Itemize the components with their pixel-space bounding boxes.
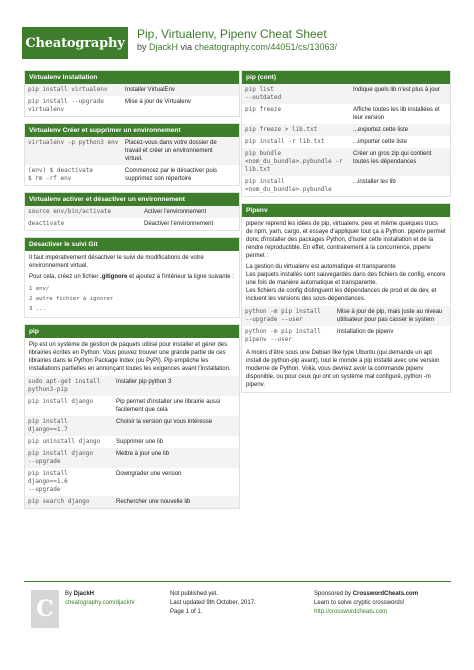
description-cell — [113, 416, 239, 436]
command-line: pip freeze — [245, 106, 282, 113]
left-column — [24, 70, 240, 515]
command-line: source env/bin/activate — [28, 208, 112, 215]
page-title: Pip, Virtualenv, Pipenv Cheat Sheet — [137, 27, 327, 41]
description-cell — [350, 136, 450, 148]
description-line: Créer un gros zip qui contient — [353, 151, 432, 157]
description-cell — [122, 137, 239, 165]
description-line: facilement que cela — [116, 407, 168, 413]
description-cell — [350, 124, 450, 136]
section-title: Pipenv — [242, 204, 450, 217]
description-cell — [113, 396, 239, 416]
description-cell — [334, 326, 450, 346]
pipenv-feature-list — [242, 263, 450, 306]
author-profile-link[interactable]: cheatography.com/djackh/ — [65, 600, 135, 606]
command-line: python -m pip install — [245, 308, 321, 315]
author-avatar — [31, 590, 59, 628]
description-line: travail et créer un environnement — [125, 148, 213, 154]
command-cell — [25, 84, 122, 96]
description-line: toutes les dépendances — [353, 159, 417, 165]
command-cell — [25, 165, 122, 185]
sponsor-name: CrosswordCheats.com — [352, 591, 419, 597]
command-table — [242, 84, 450, 196]
section-virtualenv-activate — [24, 192, 240, 231]
command-cell — [242, 326, 334, 346]
command-table — [25, 137, 239, 185]
description-line: Mise à jour de Virtualenv — [125, 99, 191, 105]
code-line: 1 env/ — [29, 286, 50, 292]
gitignore-filename: .gitignore — [100, 274, 128, 280]
table-row — [242, 148, 450, 176]
section-virtualenv-create — [24, 123, 240, 186]
section-title: pip (cont) — [242, 71, 450, 84]
section-pip-cont — [241, 70, 451, 197]
table-row — [242, 84, 450, 104]
table-row — [242, 124, 450, 136]
list-item: Les paquets installés sont sauvegardés dans des fichiers de config, encore une fois de manière automatique et transparente. — [246, 272, 446, 286]
description-line: Indique quels lib n'est plus à jour — [353, 87, 440, 93]
command-cell — [25, 468, 113, 496]
table-row — [242, 136, 450, 148]
description-cell — [113, 436, 239, 448]
command-line: $ rm -rf env — [28, 175, 72, 182]
author-name: DjackH — [73, 591, 95, 597]
footer-sponsor — [314, 590, 418, 617]
table-row — [242, 306, 450, 326]
command-line: virtualenv -p python3 env — [28, 139, 119, 146]
gitignore-code — [25, 284, 239, 317]
sponsor-text: Learn to solve cryptic crosswords! — [314, 600, 405, 606]
list-item: La gestion du virtualenv est automatique et transparente — [246, 264, 396, 270]
command-line: pip install django — [28, 450, 94, 457]
command-line: pip freeze > lib.txt — [245, 126, 318, 133]
right-column — [241, 70, 451, 399]
section-virtualenv-installation — [24, 70, 240, 117]
command-line: pip install django==1.6 — [28, 470, 68, 485]
command-line: --upgrade --user — [245, 316, 303, 323]
command-line: --upgrade — [28, 486, 61, 493]
table-row — [25, 137, 239, 165]
command-line: pip uninstall django — [28, 438, 101, 445]
command-cell — [25, 376, 113, 396]
section-title: pip — [25, 325, 239, 338]
text-span: et ajoutez à l'intérieur la ligne suivante : — [127, 274, 234, 280]
description-cell — [350, 84, 450, 104]
pip-intro: Pip est un système de gestion de paquets utilisé pour installer et gérer des librairies écrites en Python. Vous pouvez trouver une grande partie de ces librairies dans le Python Package Index (ou PyPI). Pip empêche les installations partielles en annonçant toutes les exigences avant l'installation. — [29, 342, 231, 372]
command-line: pip install — [245, 178, 285, 185]
footer-author — [65, 590, 135, 608]
table-row — [25, 496, 239, 508]
section-title: Virtualenv activer et désactiver un environnement — [25, 193, 239, 206]
description-cell — [113, 376, 239, 396]
last-updated: Last updated 9th October, 2017. — [170, 600, 256, 606]
table-row — [242, 326, 450, 346]
description-line: supprimez son répertoire — [125, 176, 192, 182]
command-cell — [25, 448, 113, 468]
cheatography-logo[interactable]: Cheatography — [22, 27, 128, 59]
command-cell — [25, 496, 113, 508]
sponsor-link[interactable]: http://crosswordcheats.com — [314, 609, 388, 615]
command-line: pip search django — [28, 498, 90, 505]
footer-author-line — [65, 599, 135, 608]
command-table — [25, 84, 239, 116]
section-pipenv — [241, 203, 451, 393]
description-line: Mettre à jour une lib — [116, 451, 170, 457]
description-line: Placez-vous dans votre dossier de — [125, 140, 217, 146]
pipenv-intro: pipenv reprend les idées de pip, virtualenv, pew et même quelques trucs de npm, yarn, cargo, et essaye d'appliquer tout ça à Python. pipenv permet donc d'installer des packages Python, d'isoler cette installation et de la rendre reproductible. En effet, contrairement à la concurrence, pipenv permet : — [246, 221, 446, 259]
description-cell — [350, 176, 450, 196]
command-line: pip install django==1.7 — [28, 418, 68, 433]
command-cell — [25, 96, 122, 116]
description-line: Pip permet d'installer une librairie aussi — [116, 399, 221, 405]
description-line: Supprimer une lib — [116, 439, 164, 445]
description-cell — [350, 104, 450, 124]
command-cell — [242, 176, 350, 196]
footer-sponsor-line — [314, 590, 418, 599]
command-table — [25, 376, 239, 508]
section-title: Désactiver le suivi Git — [25, 238, 239, 251]
code-line: 3 ... — [29, 306, 46, 312]
description-cell — [334, 306, 450, 326]
command-cell — [25, 206, 141, 218]
byline — [137, 42, 337, 52]
description-cell — [141, 206, 239, 218]
command-line: --outdated — [245, 94, 282, 101]
command-line: pip install -r lib.txt — [245, 138, 325, 145]
command-line: deactivate — [28, 220, 65, 227]
table-row — [242, 176, 450, 196]
command-line: pipenv --user — [245, 336, 292, 343]
avatar-letter: C — [36, 596, 54, 622]
description-line: virtuel. — [125, 156, 143, 162]
table-row — [25, 448, 239, 468]
description-line: ...installer les lib — [353, 179, 396, 185]
git-paragraph: Il faut impérativement désactiver le suivi de modifications de votre environnement virtuel. — [29, 255, 204, 269]
command-line: pip install --upgrade virtualenv — [28, 98, 104, 113]
table-row — [25, 96, 239, 116]
description-line: utilisateur pour pas casser le system — [337, 317, 435, 323]
description-line: Déactiver l'environnement — [144, 221, 214, 227]
description-cell — [113, 468, 239, 496]
text-span: Pour cela, créez un fichier — [29, 274, 101, 280]
footer-publication-info — [170, 590, 256, 617]
description-cell — [122, 84, 239, 96]
by-label: by — [137, 42, 150, 52]
list-item: Les fichiers de config distinguent les dépendances de prod et de dev, et incluent les versions des sous-dépendances. — [246, 288, 437, 302]
command-line: <nom_du_bundle>.pybundle -r — [245, 158, 343, 165]
command-cell — [242, 136, 350, 148]
description-line: Commencez par le désactiver puis — [125, 168, 218, 174]
command-line: pip bundle — [245, 150, 282, 157]
command-line: <nom_du_bundle>.pybundle — [245, 186, 332, 193]
footer-author-line — [65, 590, 135, 599]
command-cell — [242, 148, 350, 176]
description-line: Activer l'environnement — [144, 209, 207, 215]
section-git — [24, 237, 240, 318]
table-row — [25, 436, 239, 448]
command-line: pip install django — [28, 398, 94, 405]
description-line: leur version — [353, 115, 385, 121]
page-footer — [24, 581, 451, 633]
table-row — [25, 84, 239, 96]
description-line: Downgrader une version — [116, 471, 182, 477]
command-line: lib.txt — [245, 166, 271, 173]
command-table — [242, 306, 450, 346]
published-status: Not published yet. — [170, 591, 219, 597]
section-title: Virtualenv Installation — [25, 71, 239, 84]
table-row — [25, 206, 239, 218]
table-row — [25, 468, 239, 496]
description-line: Installer VirtualEnv — [125, 87, 175, 93]
command-cell — [25, 436, 113, 448]
description-line: Affiche toutes les lib installées et — [353, 107, 440, 113]
pipenv-outro: A moins d'être sous une Debian like type Ubuntu (qui demande un apt install de python-pip avant), tout le monde a pip installé avec une version moderne de Python. Voilà, vous devriez avoir la commande pipenv disponible, ou pour ceux qui ont un système mal configuré, python -m pipenv. — [246, 350, 440, 388]
description-line: ...exportez cette liste — [353, 127, 409, 133]
description-cell — [113, 448, 239, 468]
command-cell — [242, 84, 350, 104]
code-line: 2 autre fichier à ignorer — [29, 296, 114, 302]
via-label: via — [178, 42, 195, 52]
command-line: pip install virtualenv — [28, 86, 108, 93]
table-row — [25, 396, 239, 416]
command-line: sudo apt-get install — [28, 378, 101, 385]
sheet-url-link[interactable]: cheatography.com/44051/cs/13063/ — [194, 42, 337, 52]
description-line: Installation de pipenv — [337, 329, 394, 335]
description-line: Mise à jour de pip, mais juste au niveau — [337, 309, 443, 315]
section-pip — [24, 324, 240, 509]
command-line: python -m pip install — [245, 328, 321, 335]
command-line: --upgrade — [28, 458, 61, 465]
description-line: Rechercher une nouvelle lib — [116, 499, 191, 505]
description-line: Choisir la version qui vous intéresse — [116, 419, 213, 425]
command-cell — [242, 124, 350, 136]
git-paragraph — [25, 273, 239, 284]
by-label: By — [65, 591, 74, 597]
section-title: Virtualenv Créer et supprimer un environnement — [25, 124, 239, 137]
description-cell — [141, 218, 239, 230]
command-line: pip list — [245, 86, 274, 93]
description-line: ...importer cette liste — [353, 139, 408, 145]
page-header — [0, 0, 474, 62]
command-cell — [242, 104, 350, 124]
command-cell — [242, 306, 334, 326]
description-cell — [113, 496, 239, 508]
command-cell — [25, 137, 122, 165]
description-line: Installer pip python 3 — [116, 379, 172, 385]
author-link[interactable]: DjackH — [149, 42, 179, 52]
command-table — [25, 206, 239, 230]
table-row — [25, 376, 239, 396]
table-row — [242, 104, 450, 124]
command-line: python3-pip — [28, 386, 68, 393]
command-line: (env) $ deactivate — [28, 167, 94, 174]
table-row — [25, 218, 239, 230]
table-row — [25, 165, 239, 185]
command-cell — [25, 396, 113, 416]
description-cell — [350, 148, 450, 176]
footer-sponsor-line — [314, 608, 418, 617]
sponsor-label: Sponsored by — [314, 591, 353, 597]
page-number: Page 1 of 1. — [170, 609, 203, 615]
command-cell — [25, 218, 141, 230]
description-cell — [122, 165, 239, 185]
table-row — [25, 416, 239, 436]
command-cell — [25, 416, 113, 436]
description-cell — [122, 96, 239, 116]
